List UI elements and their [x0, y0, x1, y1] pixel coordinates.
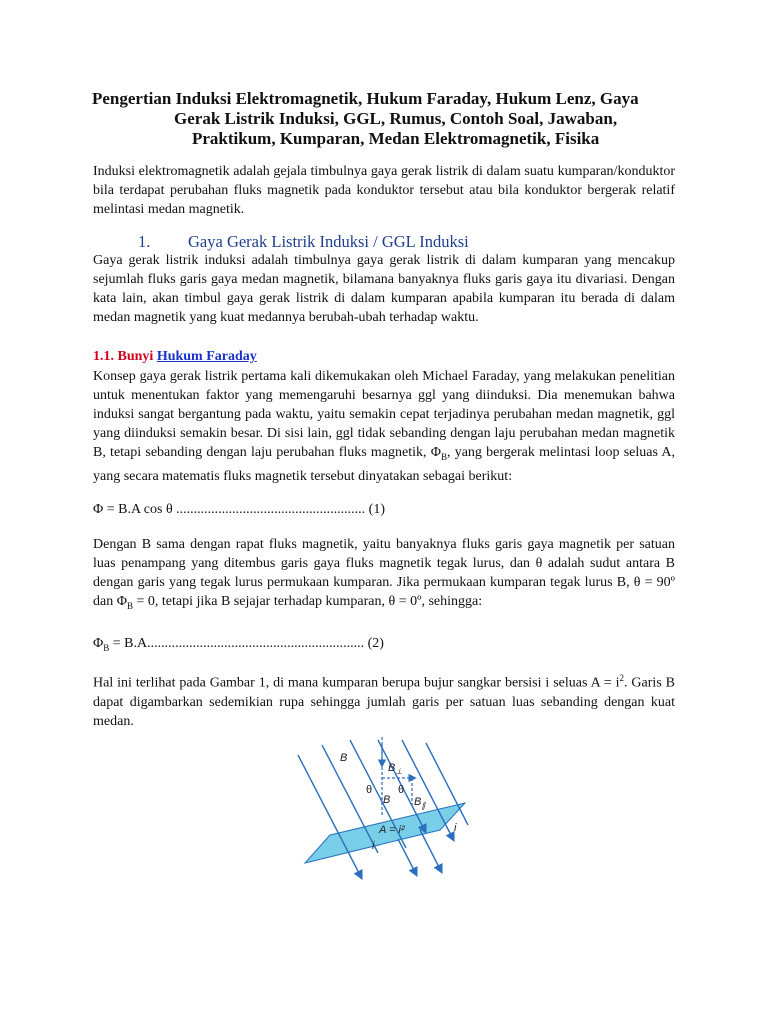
subsection-heading — [93, 349, 257, 365]
definition-text-a: Dengan B sama dengan rapat fluks magnetik, yaitu banyaknya fluks garis gaya magnetik per satuan luas penampang yang ditembus garis gaya fluks magnetik tegak lurus, dan θ adalah sudut antara B dengan garis yang tegak lurus permukaan kumparan. Jika permukaan kumparan tegak lurus B, θ = 90º dan Φ — [93, 537, 675, 609]
section-title: Gaya Gerak Listrik Induksi / GGL Induksi — [188, 232, 469, 251]
definition-text-b: = 0, tetapi jika B sejajar terhadap kumparan, θ = 0º, sehingga: — [132, 594, 483, 609]
section-number: 1. — [138, 232, 151, 251]
label-i-1: i — [372, 840, 375, 852]
faraday-text-b: , yang bergerak melintasi loop seluas A, yang secara matematis fluks magnetik tersebut dinyatakan sebagai berikut: — [93, 445, 675, 484]
title-line-1: Pengertian Induksi Elektromagnetik, Hukum Faraday, Hukum Lenz, Gaya — [92, 89, 639, 108]
label-theta-2: θ — [398, 784, 405, 796]
eq2-sub: B — [103, 642, 110, 653]
eq2-rest: = B.A.............................................................. (2) — [109, 636, 384, 651]
equation-2 — [93, 634, 384, 658]
label-theta-1: θ — [366, 784, 373, 796]
label-b: B — [340, 752, 348, 764]
squared-superscript: 2 — [619, 673, 625, 683]
field-line-7 — [420, 830, 440, 869]
fig-desc-a: Hal ini terlihat pada Gambar 1, di mana kumparan berupa bujur sangkar bersisi i seluas A = i — [93, 675, 620, 691]
label-b-perp: $B_\perp$ — [388, 762, 403, 776]
field-line-8 — [398, 839, 415, 872]
label-b-parallel: $B_\parallel$ — [414, 796, 426, 810]
title-line-3: Praktikum, Kumparan, Medan Elektromagnetik, Fisika — [192, 129, 600, 148]
hukum-faraday-link[interactable]: Hukum Faraday — [156, 349, 257, 364]
section-heading — [138, 232, 469, 252]
section-paragraph: Gaya gerak listrik induksi adalah timbulnya gaya gerak listrik di dalam kumparan yang mencakup sejumlah fluks garis gaya medan magnetik, bilamana banyaknya fluks garis gaya itu divariasi. Dengan kata lain, akan timbul gaya gerak listrik di dalam kumparan apabila kumparan itu berada di dalam medan magnetik yang kuat medannya berubah-ubah terhadap waktu. — [93, 253, 675, 325]
document-title — [92, 89, 678, 149]
faraday-paragraph — [93, 367, 675, 486]
faraday-text-a: Konsep gaya gerak listrik pertama kali dikemukakan oleh Michael Faraday, yang melakukan penelitian untuk menentukan faktor yang memengaruhi besarnya ggl yang diinduksi. Dia menemukan bahwa induksi sangat bergantung pada waktu, yaitu semakin cepat terjadinya perubahan medan magnetik, ggl yang diinduksi semakin besar. Di sisi lain, ggl tidak sebanding dengan laju perubahan medan magnetik B, tetapi sebanding dengan laju perubahan fluks magnetik, Φ — [93, 369, 675, 460]
eq2-phi: Φ — [93, 636, 104, 651]
figure-description-paragraph — [93, 669, 675, 731]
subsection-prefix: 1.1. Bunyi — [93, 349, 154, 364]
title-line-2: Gerak Listrik Induksi, GGL, Rumus, Contoh Soal, Jawaban, — [174, 109, 618, 128]
label-area: A = i² — [379, 824, 405, 836]
fig-desc-b: . Garis B dapat digambarkan sedemikian rupa sehingga jumlah garis per satuan luas sebanding dengan kuat medan. — [93, 675, 675, 729]
figure-magnetic-flux-loop — [290, 735, 470, 880]
equation-1: Φ = B.A cos θ ...................................................... (1) — [93, 502, 385, 517]
label-b-2: B — [383, 794, 391, 806]
label-i-2: i — [454, 822, 457, 834]
definition-paragraph — [93, 535, 675, 616]
flux-diagram — [290, 735, 470, 880]
intro-paragraph: Induksi elektromagnetik adalah gejala timbulnya gaya gerak listrik di dalam suatu kumparan/konduktor bila terdapat perubahan fluks magnetik pada konduktor tersebut atau bila konduktor bergerak relatif melintasi medan magnetik. — [93, 164, 675, 217]
phi-b-subscript: B — [126, 600, 133, 611]
phi-subscript: B — [440, 451, 447, 462]
